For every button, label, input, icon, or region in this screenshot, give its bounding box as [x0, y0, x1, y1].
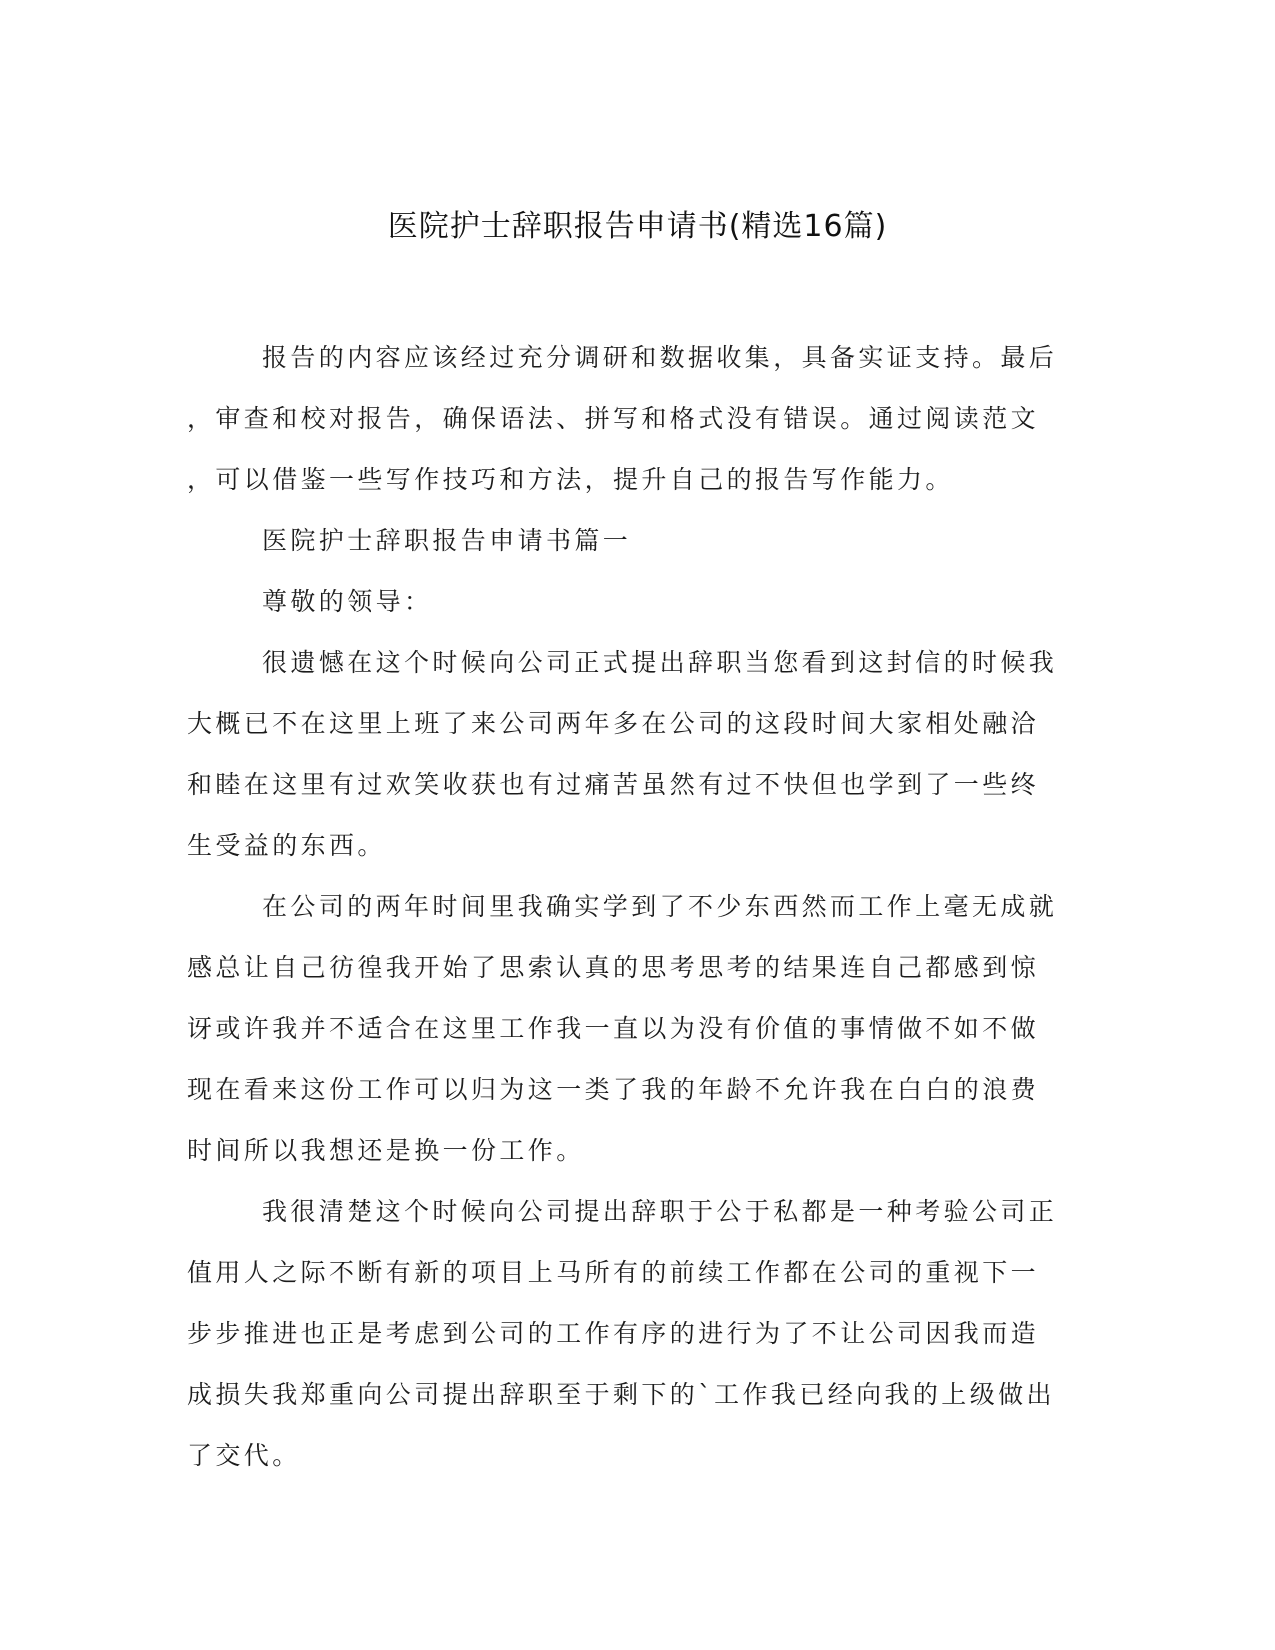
text-line: 大概已不在这里上班了来公司两年多在公司的这段时间大家相处融洽: [187, 709, 1040, 738]
text-line: 讶或许我并不适合在这里工作我一直以为没有价值的事情做不如不做: [187, 1014, 1040, 1043]
text-line: 值用人之际不断有新的项目上马所有的前续工作都在公司的重视下一: [187, 1258, 1040, 1287]
text-line: 时间所以我想还是换一份工作。: [187, 1136, 585, 1165]
text-line: 成损失我郑重向公司提出辞职至于剩下的`工作我已经向我的上级做出: [187, 1380, 1055, 1409]
text-line: 我很清楚这个时候向公司提出辞职于公于私都是一种考验公司正: [262, 1197, 1058, 1226]
text-line: 现在看来这份工作可以归为这一类了我的年龄不允许我在白白的浪费: [187, 1075, 1040, 1104]
text-line: 了交代。: [187, 1441, 301, 1470]
text-line: ，可以借鉴一些写作技巧和方法，提升自己的报告写作能力。: [187, 465, 954, 494]
document-title: 医院护士辞职报告申请书(精选16篇): [387, 209, 888, 244]
document-body: [187, 327, 1067, 1486]
text-line: 和睦在这里有过欢笑收获也有过痛苦虽然有过不快但也学到了一些终: [187, 770, 1040, 799]
text-line: 步步推进也正是考虑到公司的工作有序的进行为了不让公司因我而造: [187, 1319, 1040, 1348]
text-line: 在公司的两年时间里我确实学到了不少东西然而工作上毫无成就: [262, 892, 1058, 921]
section-heading: 医院护士辞职报告申请书篇一: [262, 526, 632, 555]
text-line: 很遗憾在这个时候向公司正式提出辞职当您看到这封信的时候我: [262, 648, 1058, 677]
text-line: 生受益的东西。: [187, 831, 386, 860]
text-line: ，审查和校对报告，确保语法、拼写和格式没有错误。通过阅读范文: [187, 404, 1040, 433]
text-line: 报告的内容应该经过充分调研和数据收集，具备实证支持。最后: [262, 343, 1058, 372]
text-line: 感总让自己彷徨我开始了思索认真的思考思考的结果连自己都感到惊: [187, 953, 1040, 982]
salutation: 尊敬的领导：: [262, 587, 433, 616]
